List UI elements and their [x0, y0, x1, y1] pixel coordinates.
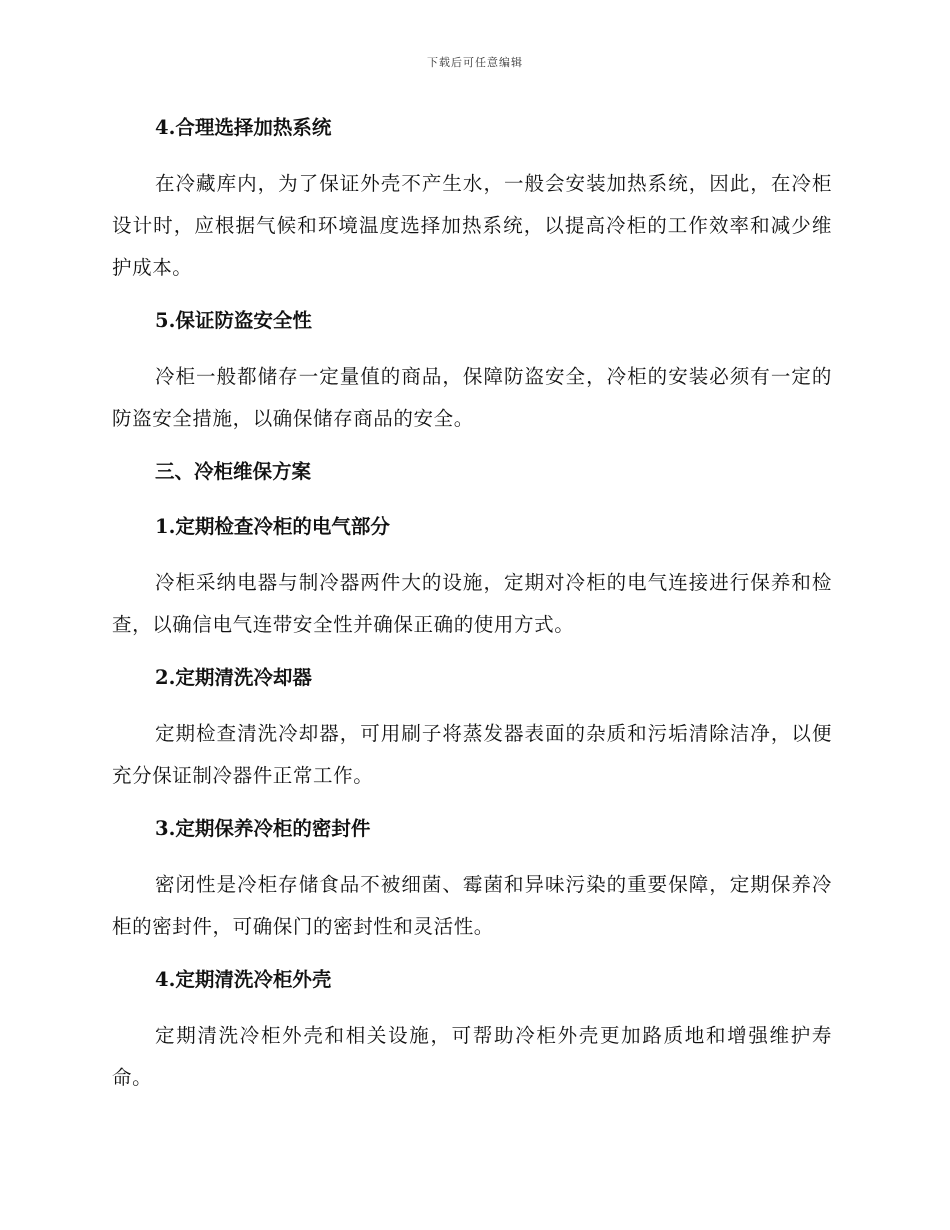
section-heading-seal-maintenance: 3.定期保养冷柜的密封件: [155, 817, 371, 840]
section-paragraph-electrical-check: 冷柜采纳电器与制冷器两件大的设施，定期对冷柜的电气连接进行保养和检查，以确信电气连带安全性并确保正确的使用方式。: [112, 571, 832, 636]
chapter-heading-maintenance-plan: 三、冷柜维保方案: [155, 460, 312, 483]
section-heading-clean-shell: 4.定期清洗冷柜外壳: [155, 968, 332, 991]
section-paragraph-heating-system: 在冷藏库内，为了保证外壳不产生水，一般会安装加热系统，因此，在冷柜设计时，应根据气候和环境温度选择加热系统，以提高冷柜的工作效率和减少维护成本。: [112, 172, 832, 279]
section-heading-heating-system: 4.合理选择加热系统: [155, 116, 332, 139]
section-heading-electrical-check: 1.定期检查冷柜的电气部分: [155, 515, 390, 538]
section-paragraph-seal-maintenance: 密闭性是冷柜存储食品不被细菌、霉菌和异味污染的重要保障，定期保养冷柜的密封件，可确保门的密封性和灵活性。: [112, 873, 832, 938]
section-paragraph-anti-theft: 冷柜一般都储存一定量值的商品，保障防盗安全，冷柜的安装必须有一定的防盗安全措施，以确保储存商品的安全。: [112, 365, 832, 430]
section-paragraph-clean-shell: 定期清洗冷柜外壳和相关设施，可帮助冷柜外壳更加路质地和增强维护寿命。: [112, 1024, 832, 1089]
section-heading-anti-theft: 5.保证防盗安全性: [155, 309, 312, 332]
page-header: 下载后可任意编辑: [427, 56, 523, 69]
section-heading-clean-cooler: 2.定期清洗冷却器: [155, 666, 312, 689]
document-body: [112, 108, 832, 1099]
section-paragraph-clean-cooler: 定期检查清洗冷却器，可用刷子将蒸发器表面的杂质和污垢清除洁净，以便充分保证制冷器件正常工作。: [112, 722, 832, 787]
